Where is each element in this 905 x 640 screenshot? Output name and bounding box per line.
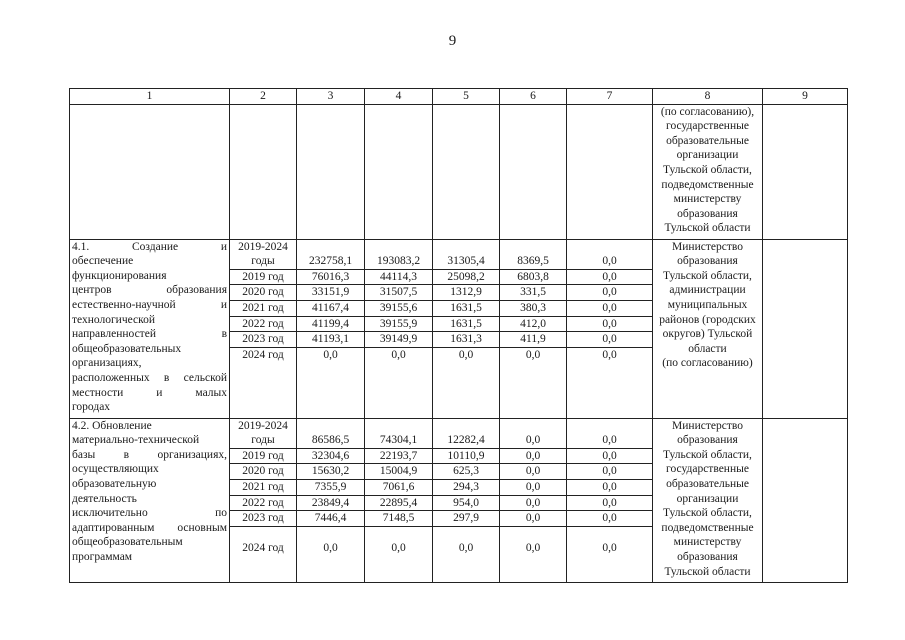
- amount-col7: 0,0 0,0 0,0 0,0 0,0 0,0 0,0: [567, 239, 653, 418]
- header-col-6: 6: [500, 89, 567, 105]
- executors-cell: Министерство образования Тульской области, государственные образовательные организации Тульской области, подведомственные министерству образования Тульской области: [653, 418, 763, 582]
- amount-col5: 31305,4 25098,2 1312,9 1631,5 1631,5 1631,3 0,0: [433, 239, 500, 418]
- header-col-3: 3: [297, 89, 365, 105]
- continuation-executors: (по согласованию), государственные образовательные организации Тульской области, подведомственные министерству образования Тульской области: [653, 104, 763, 239]
- table-row: [70, 418, 848, 582]
- amount-col7: 0,0 0,0 0,0 0,0 0,0 0,0 0,0: [567, 418, 653, 582]
- amount-col5: 12282,4 10110,9 625,3 294,3 954,0 297,9 0,0: [433, 418, 500, 582]
- col9-empty: [763, 239, 848, 418]
- amount-total: 232758,1 76016,3 33151,9 41167,4 41199,4 41193,1 0,0: [297, 239, 365, 418]
- header-col-2: 2: [230, 89, 297, 105]
- header-col-1: 1: [70, 89, 230, 105]
- header-col-8: 8: [653, 89, 763, 105]
- table-row: [70, 239, 848, 418]
- header-row: [70, 89, 848, 105]
- period-cell: 2019-2024 годы 2019 год 2020 год 2021 год 2022 год 2023 год 2024 год: [230, 418, 297, 582]
- executors-cell: Министерство образования Тульской области, администрации муниципальных районов (городских округов) Тульской области (по согласованию): [653, 239, 763, 418]
- header-col-9: 9: [763, 89, 848, 105]
- amount-col4: 74304,1 22193,7 15004,9 7061,6 22895,4 7148,5 0,0: [365, 418, 433, 582]
- page-number: 9: [448, 33, 457, 49]
- measure-description: 4.1. Создание и обеспечение функционирования центров образования естественно-научной и технологической направленностей в общеобразовательных организациях, расположенных в сельской местности и малых городах: [70, 239, 230, 418]
- header-col-7: 7: [567, 89, 653, 105]
- amount-col4: 193083,2 44114,3 31507,5 39155,6 39155,9 39149,9 0,0: [365, 239, 433, 418]
- header-col-5: 5: [433, 89, 500, 105]
- amount-col6: 0,0 0,0 0,0 0,0 0,0 0,0 0,0: [500, 418, 567, 582]
- col9-empty: [763, 418, 848, 582]
- amount-total: 86586,5 32304,6 15630,2 7355,9 23849,4 7446,4 0,0: [297, 418, 365, 582]
- measure-description: 4.2. Обновление материально-технической базы в организациях, осуществляющих образовательную деятельность исключительно по адаптированным основным общеобразовательным программам: [70, 418, 230, 582]
- header-col-4: 4: [365, 89, 433, 105]
- continuation-row: [70, 104, 848, 239]
- period-cell: 2019-2024 годы 2019 год 2020 год 2021 год 2022 год 2023 год 2024 год: [230, 239, 297, 418]
- program-table: [69, 88, 848, 583]
- amount-col6: 8369,5 6803,8 331,5 380,3 412,0 411,9 0,0: [500, 239, 567, 418]
